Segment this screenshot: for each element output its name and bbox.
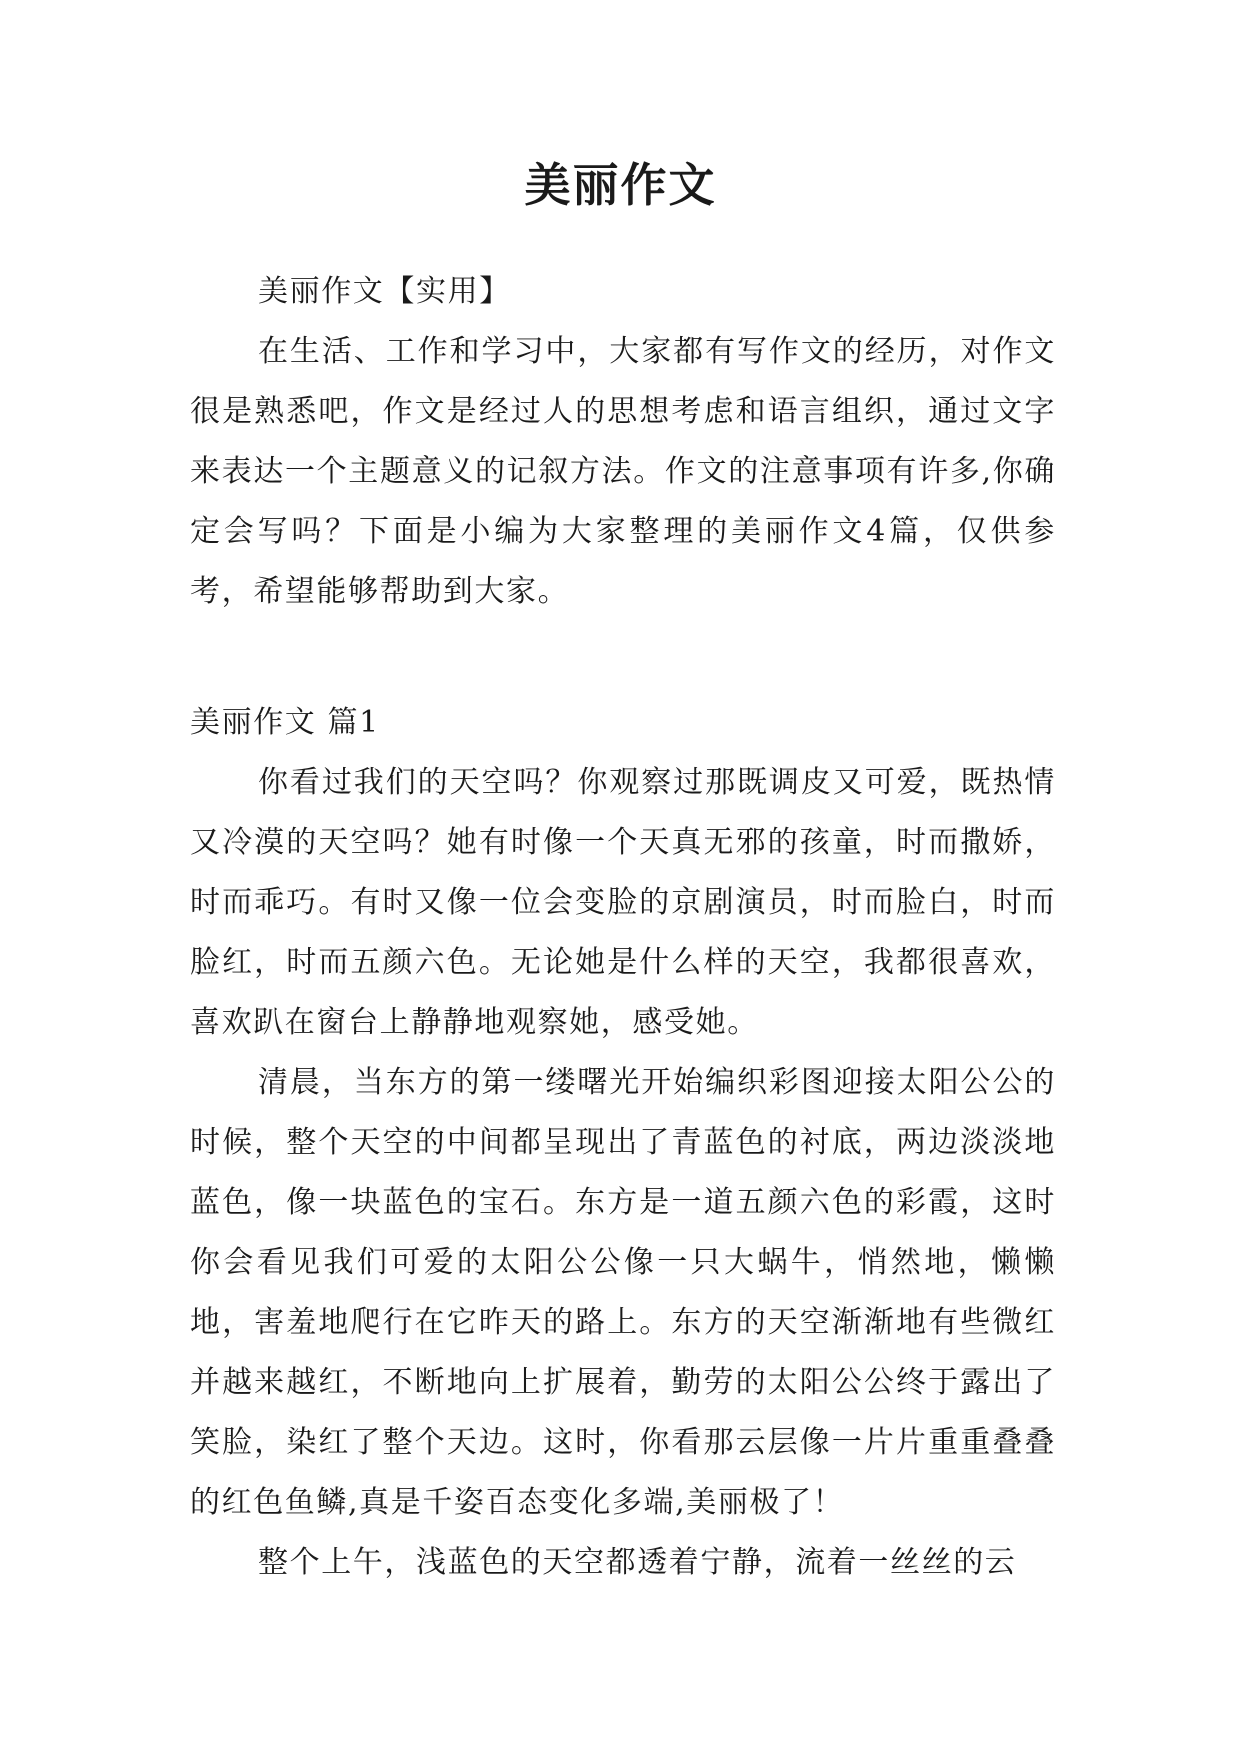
section-1: [190, 693, 1056, 1593]
section-1-heading: 美丽作文 篇1: [190, 705, 380, 740]
section-1-paragraph: 整个上午，浅蓝色的天空都透着宁静，流着一丝丝的云: [258, 1545, 1017, 1580]
intro-paragraph: 在生活、工作和学习中，大家都有写作文的经历，对作文很是熟悉吧，作文是经过人的思想考虑和语言组织，通过文字来表达一个主题意义的记叙方法。作文的注意事项有许多,你确定会写吗？下面是小编为大家整理的美丽作文4篇，仅供参考，希望能够帮助到大家。: [190, 334, 1056, 609]
intro-heading: 美丽作文【实用】: [258, 274, 511, 309]
page-title: 美丽作文: [524, 158, 717, 212]
section-1-paragraph: 你看过我们的天空吗？你观察过那既调皮又可爱，既热情又冷漠的天空吗？她有时像一个天真无邪的孩童，时而撒娇，时而乖巧。有时又像一位会变脸的京剧演员，时而脸白，时而脸红，时而五颜六色。无论她是什么样的天空，我都很喜欢，喜欢趴在窗台上静静地观察她，感受她。: [190, 765, 1056, 1040]
section-1-paragraph: 清晨，当东方的第一缕曙光开始编织彩图迎接太阳公公的时候，整个天空的中间都呈现出了青蓝色的衬底，两边淡淡地蓝色，像一块蓝色的宝石。东方是一道五颜六色的彩霞，这时你会看见我们可爱的太阳公公像一只大蜗牛，悄然地，懒懒地，害羞地爬行在它昨天的路上。东方的天空渐渐地有些微红并越来越红，不断地向上扩展着，勤劳的太阳公公终于露出了笑脸，染红了整个天边。这时，你看那云层像一片片重重叠叠的红色鱼鳞,真是千姿百态变化多端,美丽极了！: [190, 1065, 1056, 1520]
intro-block: [190, 262, 1056, 622]
